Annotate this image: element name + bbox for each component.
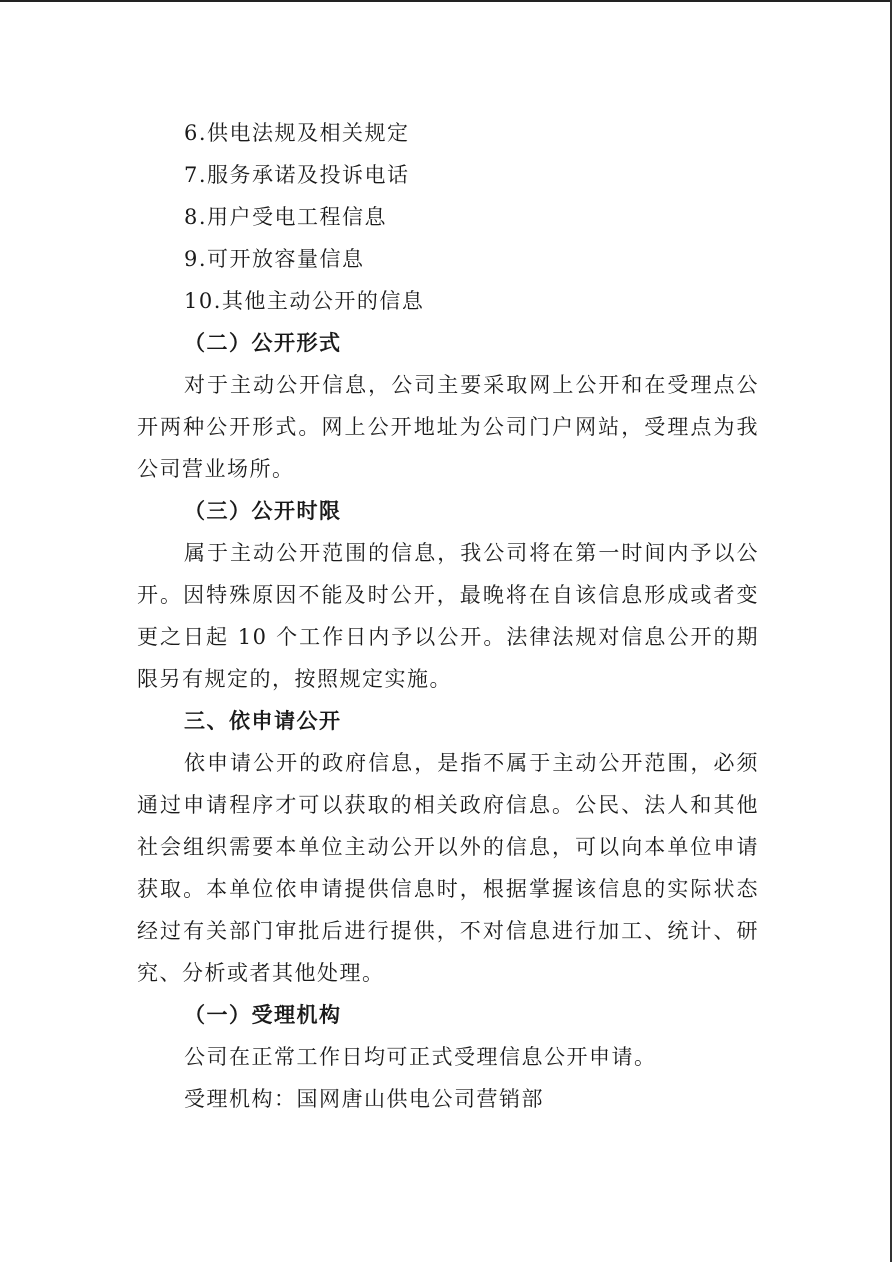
list-item: 8.用户受电工程信息 [184,205,388,229]
section-heading-org: （一）受理机构 [184,1002,342,1027]
page-top-edge [0,0,892,2]
section-paragraph-apply: 依申请公开的政府信息，是指不属于主动公开范围，必须通过申请程序才可以获取的相关政府信息。公民、法人和其他社会组织需要本单位主动公开以外的信息，可以向本单位申请获取。本单位依申请提供信息时，根据掌握该信息的实际状态经过有关部门审批后进行提供，不对信息进行加工、统计、研究、分析或者其他处理。 [137,751,759,985]
list-item: 10.其他主动公开的信息 [184,289,425,313]
section-line-org-2: 受理机构：国网唐山供电公司营销部 [184,1087,544,1111]
section-heading-form: （二）公开形式 [184,330,342,355]
list-item: 6.供电法规及相关规定 [184,121,410,145]
document-body [137,112,759,1120]
list-item: 7.服务承诺及投诉电话 [184,163,410,187]
section-paragraph-time: 属于主动公开范围的信息，我公司将在第一时间内予以公开。因特殊原因不能及时公开，最晚将在自该信息形成或者变更之日起 10 个工作日内予以公开。法律法规对信息公开的期限另有规定的，按照规定实施。 [137,541,759,691]
section-heading-apply: 三、依申请公开 [184,708,342,733]
section-paragraph-form: 对于主动公开信息，公司主要采取网上公开和在受理点公开两种公开形式。网上公开地址为公司门户网站，受理点为我公司营业场所。 [137,373,759,481]
section-heading-time: （三）公开时限 [184,498,342,523]
section-line-org-1: 公司在正常工作日均可正式受理信息公开申请。 [184,1045,657,1069]
list-item: 9.可开放容量信息 [184,247,365,271]
